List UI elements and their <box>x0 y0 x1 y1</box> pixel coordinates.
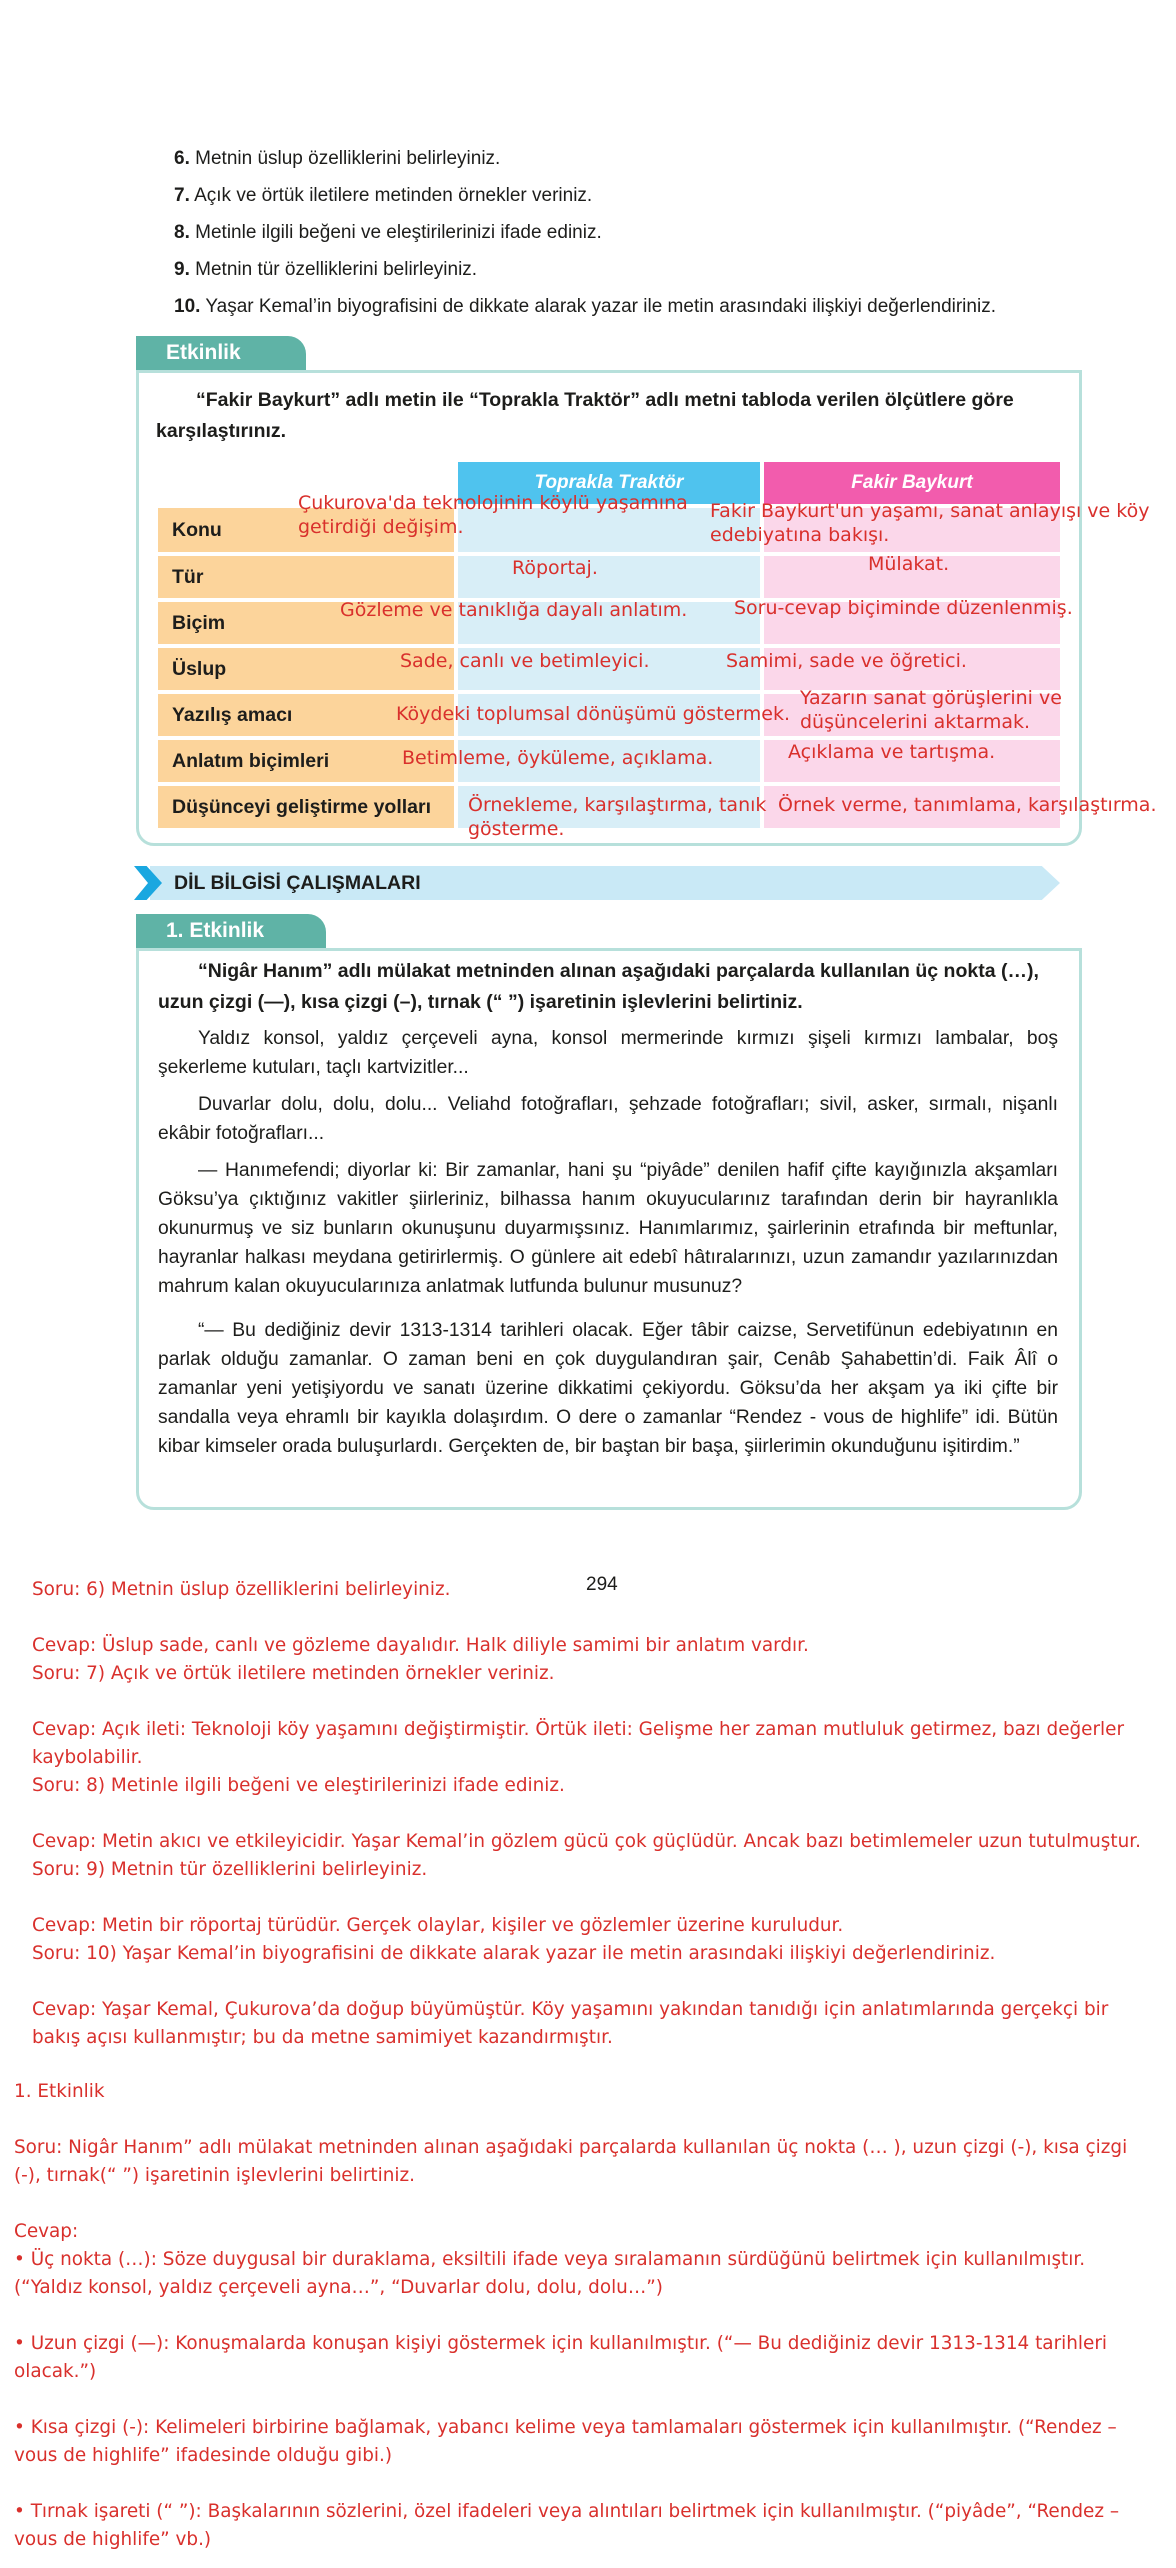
paragraph-1: Yaldız konsol, yaldız çerçeveli ayna, konsol mermerinde kırmızı şişeli kırmızı lambalar, boş şekerleme kutuları, taçlı kartvizitler... <box>158 1028 1058 1078</box>
question-item <box>174 251 1114 288</box>
question-number: 10. <box>174 296 201 317</box>
paragraph-3: — Hanımefendi; diyorlar ki: Bir zamanlar, hani şu “piyâde” denilen hafif çifte kayığınızla akşamları Göksu’ya çıktığınız vakitler şiirleriniz, bilhassa hanım okuyucularınız tarafından derin bir hayranlıkla okunurmuş ve siz bunların okunuşunu duyarmışsınız. Hanımlarımız, şairlerinin etrafında bir meftunlar, hayranlar halkası meydana getirirlermiş. O günlere ait edebî hâtıralarınızı, uzun zamandır yazılarınızdan mahrum kalan okuyucularınıza anlatmak lutfunda bulunur musunuz? <box>158 1160 1058 1297</box>
answer-line: Soru: 6) Metnin üslup özelliklerini belirleyiniz. <box>32 1579 451 1600</box>
question-number: 6. <box>174 148 190 169</box>
answer-dusunce-fakir: Örnek verme, tanımlama, karşılaştırma. <box>778 794 1157 816</box>
column-header-toprakla: Toprakla Traktör <box>458 462 760 504</box>
question-text: Metnin üslup özelliklerini belirleyiniz. <box>195 148 501 169</box>
question-number: 9. <box>174 259 190 280</box>
answer-tur-toprakla: Röportaj. <box>512 557 598 579</box>
answer-bullet: • Tırnak işareti (“ ”): Başkalarının sözlerini, özel ifadeleri veya alıntıları belirtmek için kullanılmıştır. (“piyâde”, “Rendez – vous de highlife” vb.) <box>14 2501 1120 2550</box>
question-list <box>174 140 1114 325</box>
answer-bullet: • Üç nokta (…): Söze duygusal bir duraklama, eksiltili ifade veya sıralamanın sürdüğünü belirtmek için kullanılmıştır. (“Yaldız konsol, yaldız çerçeveli ayna…”, “Duvarlar dolu, dolu, dolu…”) <box>14 2249 1086 2298</box>
answer-amac-toprakla: Köydeki toplumsal dönüşümü göstermek. <box>396 703 791 725</box>
question-item <box>174 214 1114 251</box>
answer-tur-fakir: Mülakat. <box>868 553 950 575</box>
answer-line: Cevap: Yaşar Kemal, Çukurova’da doğup büyümüştür. Köy yaşamını yakından tanıdığı için anlatımlarında gerçekçi bir bakış açısı kullanmıştır; bu da metne samimiyet kazandırmıştır. <box>32 1999 1109 2048</box>
answer-line: Soru: Nigâr Hanım” adlı mülakat metninden alınan aşağıdaki parçalarda kullanılan üç nokta (… ), uzun çizgi (-), kısa çizgi (-), tırnak(“ ”) işaretinin işlevlerini belirtiniz. <box>14 2137 1128 2186</box>
answer-konu-fakir: Fakir Baykurt'un yaşamı, sanat anlayışı ve köy edebiyatına bakışı. <box>710 500 1150 546</box>
answer-bicim-fakir: Soru-cevap biçiminde düzenlenmiş. <box>734 597 1073 619</box>
row-label-konu: Konu <box>158 508 454 552</box>
question-number: 8. <box>174 222 190 243</box>
cell-bg <box>458 556 760 598</box>
answer-bicim-toprakla: Gözleme ve tanıklığa dayalı anlatım. <box>340 599 688 621</box>
answer-anlatim-toprakla: Betimleme, öyküleme, açıklama. <box>402 747 714 769</box>
answer-anlatim-fakir: Açıklama ve tartışma. <box>788 741 996 763</box>
question-item <box>174 140 1114 177</box>
row-label-uslup: Üslup <box>158 648 454 690</box>
question-item <box>174 288 1114 325</box>
answer-uslup-toprakla: Sade, canlı ve betimleyici. <box>400 650 650 672</box>
answer-line: Cevap: <box>14 2221 79 2242</box>
answer-line: Cevap: Metin akıcı ve etkileyicidir. Yaşar Kemal’in gözlem gücü çok güçlüdür. Ancak bazı betimlemeler uzun tutulmuştur. <box>32 1831 1141 1852</box>
answer-bullet: • Kısa çizgi (-): Kelimeleri birbirine bağlamak, yabancı kelime veya tamlamaları göstermek için kullanılmıştır. (“Rendez – vous de highlife” ifadesinde olduğu gibi.) <box>14 2417 1117 2466</box>
row-label-tur: Tür <box>158 556 454 598</box>
row-label-bicim: Biçim <box>158 602 454 644</box>
answer-uslup-fakir: Samimi, sade ve öğretici. <box>726 650 967 672</box>
question-item <box>174 177 1114 214</box>
column-header-fakir: Fakir Baykurt <box>764 462 1060 504</box>
answer-line: Cevap: Metin bir röportaj türüdür. Gerçek olaylar, kişiler ve gözlemler üzerine kuruludur. <box>32 1915 844 1936</box>
answer-amac-fakir: Yazarın sanat görüşlerini ve düşüncelerini aktarmak. <box>800 687 1062 733</box>
answer-dusunce-toprakla: Örnekleme, karşılaştırma, tanık gösterme. <box>468 794 767 840</box>
answer-line: Soru: 9) Metnin tür özelliklerini belirleyiniz. <box>32 1859 428 1880</box>
etkinlik1-tab: 1. Etkinlik <box>136 914 326 948</box>
question-text: Metinle ilgili beğeni ve eleştirilerinizi ifade ediniz. <box>195 222 602 243</box>
paragraph-2: Duvarlar dolu, dolu, dolu... Veliahd fotoğrafları, şehzade fotoğrafları; sivil, asker, sırmalı, nişanlı ekâbir fotoğrafları... <box>158 1094 1058 1144</box>
row-label-anlatim: Anlatım biçimleri <box>158 740 454 782</box>
paragraph-4: “— Bu dediğiniz devir 1313-1314 tarihleri olacak. Eğer tâbir caizse, Servetifünun edebiyatının en parlak olduğu zamanlar. O zaman beni en çok duygulandıran şair, Cenâb Şahabettin’di. Faik Âlî o zamanlar yeni yetişiyordu ve sanatı üzerine dikkatimi çekiyordu. Göksu’da her akşam ya iki çifte bir sandalla veya ehramlı bir kayıkla dolaşırdım. O dere o zamanlar “Rendez - vous de highlife” idi. Bütün kibar kimseler orada buluşurlardı. Gerçekten de, bir baştan bir başa, şiirlerimin okunduğunu işitirdim.” <box>158 1320 1058 1457</box>
answer-line: Soru: 10) Yaşar Kemal’in biyografisini de dikkate alarak yazar ile metin arasındaki ilişkiyi değerlendiriniz. <box>32 1943 996 1964</box>
answer-bullet: • Uzun çizgi (—): Konuşmalarda konuşan kişiyi göstermek için kullanılmıştır. (“— Bu dediğiniz devir 1313-1314 tarihleri olacak.”) <box>14 2333 1108 2382</box>
question-text: Yaşar Kemal’in biyografisini de dikkate alarak yazar ile metin arasındaki ilişkiyi değerlendiriniz. <box>205 296 996 317</box>
answer-line: Soru: 8) Metinle ilgili beğeni ve eleştirilerinizi ifade ediniz. <box>32 1775 565 1796</box>
page-number: 294 <box>586 1574 618 1595</box>
question-number: 7. <box>174 185 190 206</box>
answer-line: Cevap: Açık ileti: Teknoloji köy yaşamını değiştirmiştir. Örtük ileti: Gelişme her zaman mutluluk getirmez, bazı değerler kaybolabilir. <box>32 1719 1125 1768</box>
question-text: Açık ve örtük iletilere metinden örnekler veriniz. <box>194 185 593 206</box>
answer-konu-toprakla: Çukurova'da teknolojinin köylü yaşamına getirdiği değişim. <box>298 492 688 538</box>
answer-line: Cevap: Üslup sade, canlı ve gözleme dayalıdır. Halk diliyle samimi bir anlatım vardır. <box>32 1635 809 1656</box>
question-text: Metnin tür özelliklerini belirleyiniz. <box>195 259 478 280</box>
answer-heading: 1. Etkinlik <box>14 2081 105 2102</box>
etkinlik1-intro: “Nigâr Hanım” adlı mülakat metninden alınan aşağıdaki parçalarda kullanılan üç nokta (…), uzun çizgi (—), kısa çizgi (–), tırnak (“ ”) işaretinin işlevlerini belirtiniz. <box>158 960 1039 1013</box>
answer-line: Soru: 7) Açık ve örtük iletilere metinden örnekler veriniz. <box>32 1663 555 1684</box>
etkinlik-intro: “Fakir Baykurt” adlı metin ile “Toprakla Traktör” adlı metni tabloda verilen ölçütlere göre karşılaştırınız. <box>156 389 1014 442</box>
row-label-yazilis-amaci: Yazılış amacı <box>158 694 454 736</box>
etkinlik-tab: Etkinlik <box>136 336 306 370</box>
row-label-dusunce: Düşünceyi geliştirme yolları <box>158 786 454 828</box>
dil-bilgisi-title: DİL BİLGİSİ ÇALIŞMALARI <box>174 872 421 894</box>
